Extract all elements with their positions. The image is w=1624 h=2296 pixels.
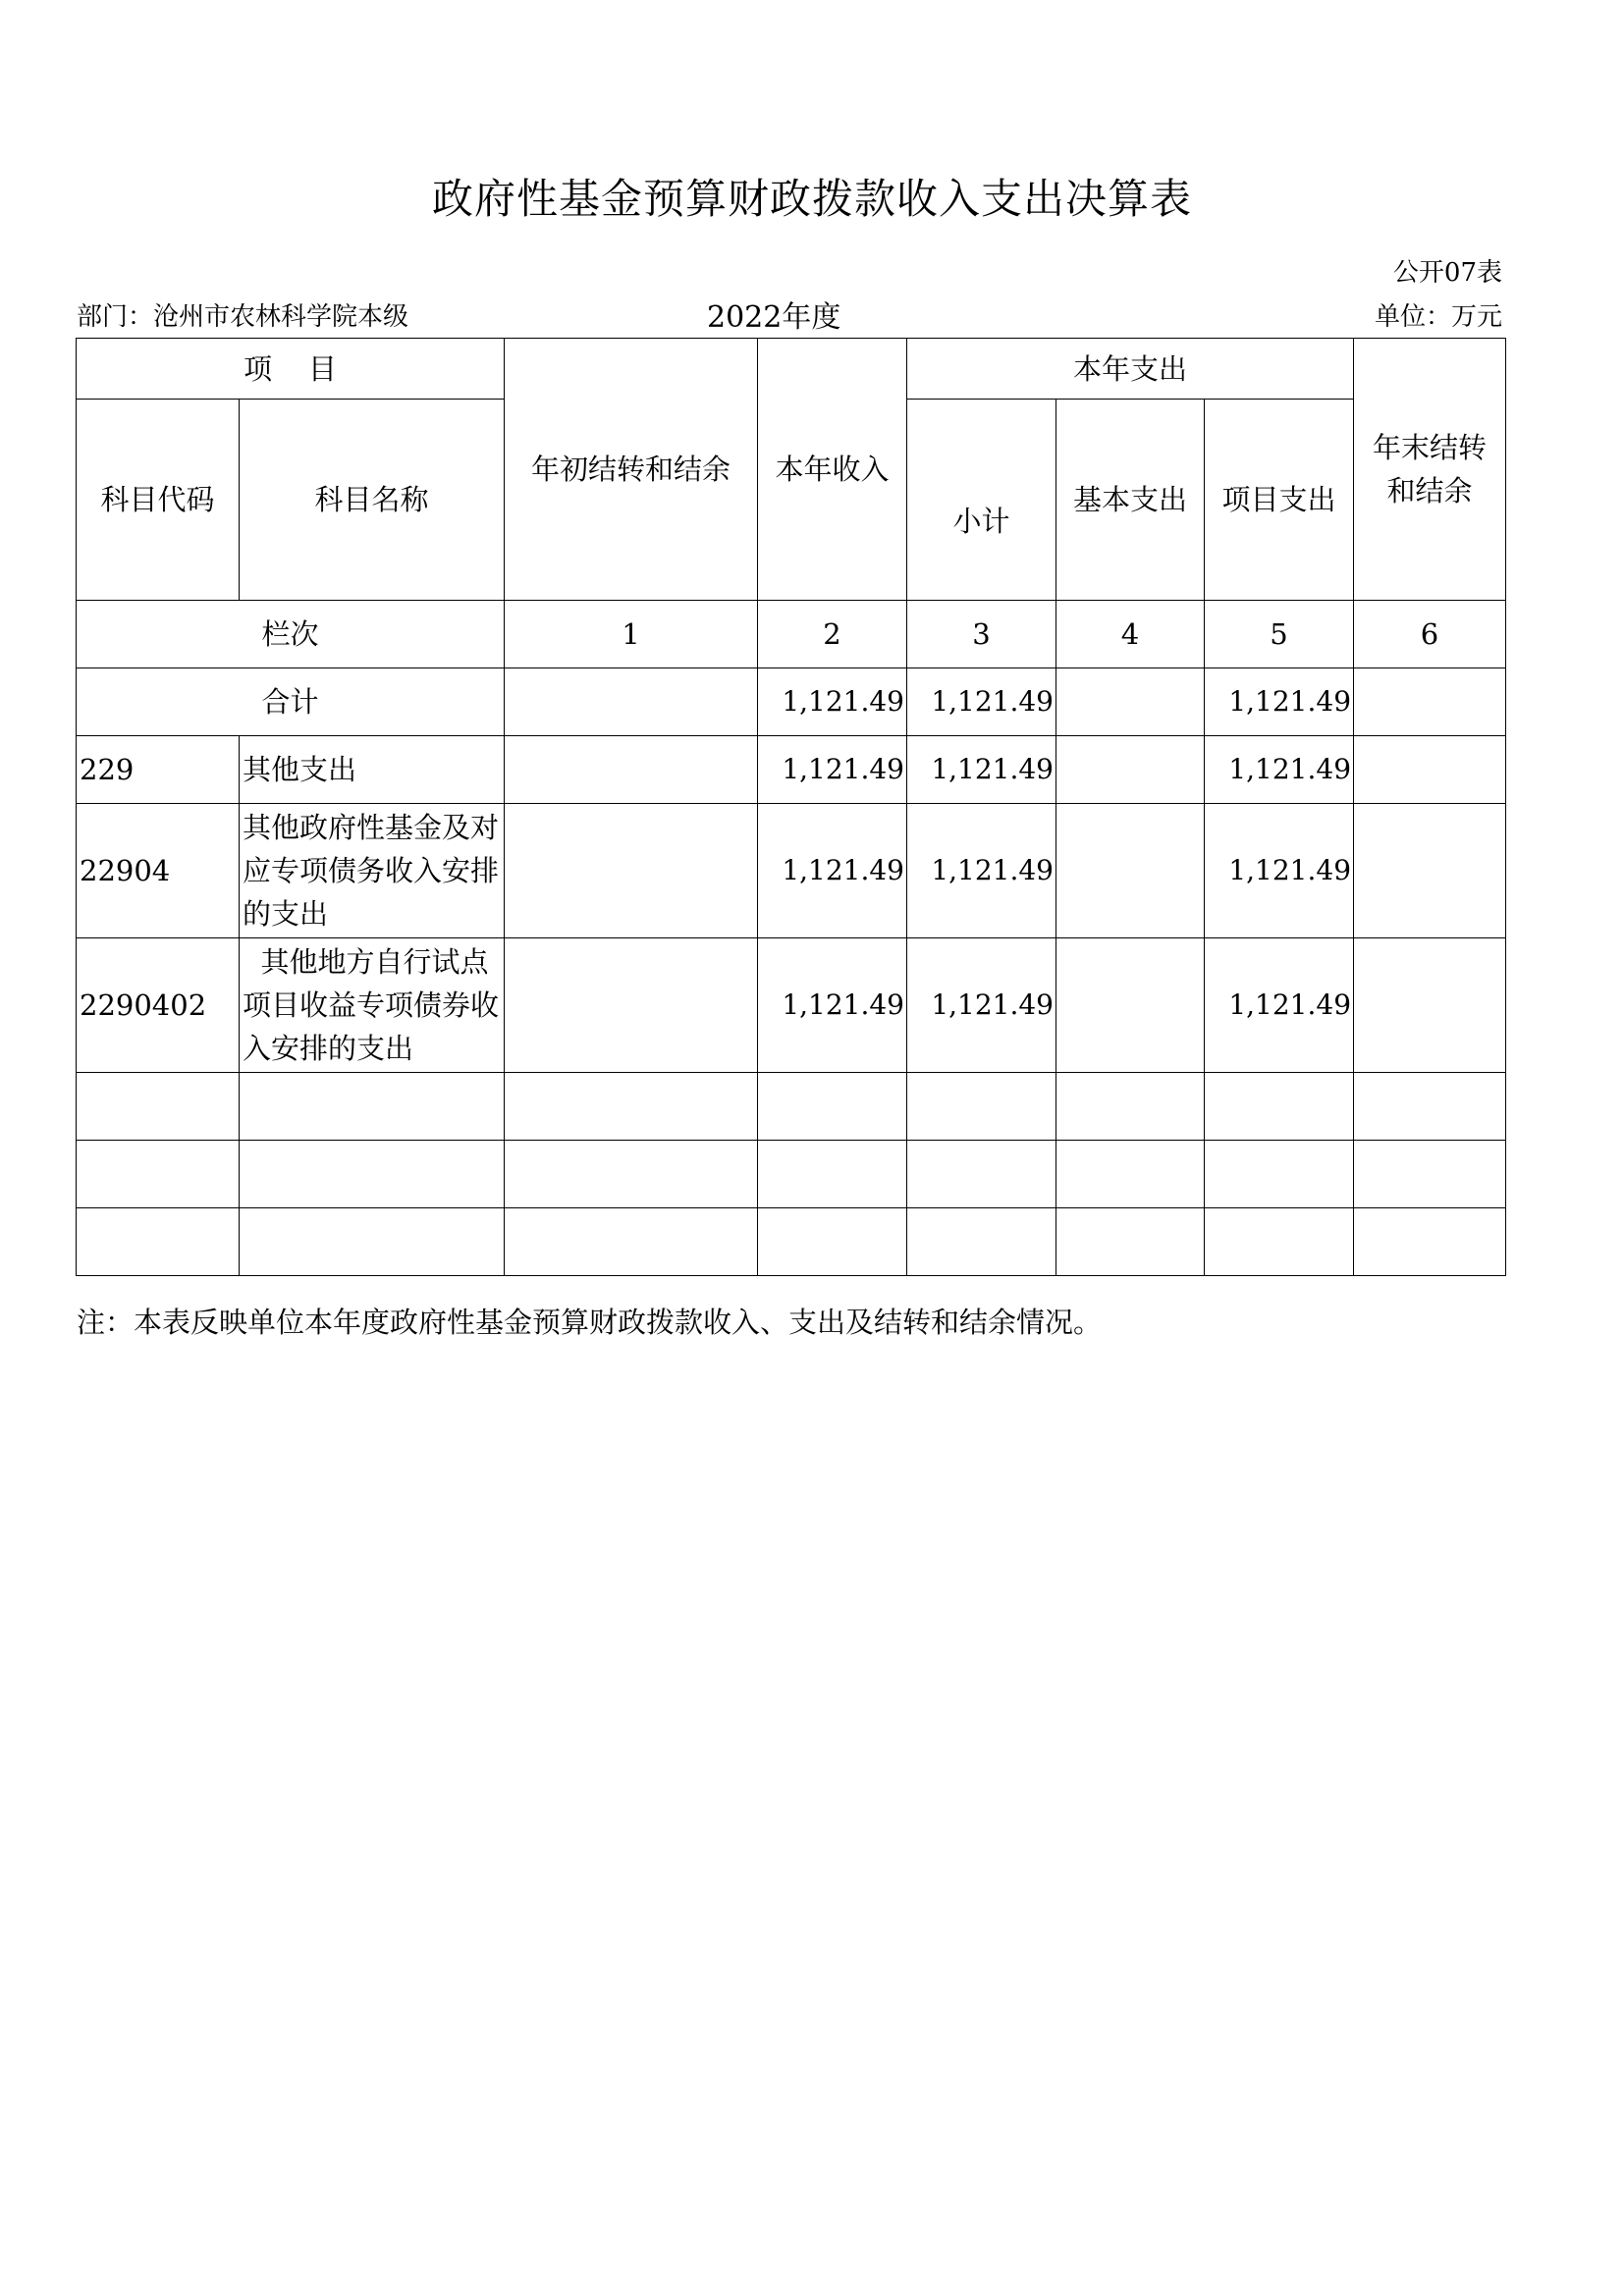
empty-cell [1205,1073,1354,1141]
cell-code: 2290402 [77,938,240,1073]
cell-subtotal: 1,121.49 [907,668,1056,736]
cell-name: 其他地方自行试点项目收益专项债券收入安排的支出 [240,938,505,1073]
empty-cell [1056,1073,1205,1141]
empty-cell [240,1208,505,1276]
empty-cell [77,1208,240,1276]
empty-cell [907,1141,1056,1208]
col-label: 栏次 [77,601,505,668]
cell-basic [1056,804,1205,938]
header-basic: 基本支出 [1056,400,1205,601]
cell-basic [1056,736,1205,804]
col-num: 3 [907,601,1056,668]
cell-income: 1,121.49 [758,804,907,938]
col-num: 2 [758,601,907,668]
cell-project: 1,121.49 [1205,736,1354,804]
empty-cell [1056,1208,1205,1276]
budget-table [76,338,1506,1276]
col-num: 6 [1354,601,1506,668]
header-item: 项 目 [77,339,505,400]
empty-cell [1354,1208,1506,1276]
cell-basic [1056,668,1205,736]
empty-cell [505,1208,758,1276]
empty-cell [758,1073,907,1141]
cell-subtotal: 1,121.49 [907,804,1056,938]
cell-subtotal: 1,121.49 [907,938,1056,1073]
header-code: 科目代码 [77,400,240,601]
cell-name: 其他政府性基金及对应专项债务收入安排的支出 [240,804,505,938]
col-num: 4 [1056,601,1205,668]
header-income: 本年收入 [758,339,907,601]
empty-cell [1354,1073,1506,1141]
cell-name: 其他支出 [240,736,505,804]
cell-closing [1354,668,1506,736]
empty-row [77,1208,1506,1276]
cell-project: 1,121.49 [1205,668,1354,736]
empty-cell [77,1141,240,1208]
empty-cell [240,1073,505,1141]
table-row [77,736,1506,804]
header-name: 科目名称 [240,400,505,601]
cell-opening [505,938,758,1073]
cell-code: 22904 [77,804,240,938]
cell-closing [1354,736,1506,804]
cell-code: 229 [77,736,240,804]
cell-opening [505,736,758,804]
table-row [77,938,1506,1073]
cell-income: 1,121.49 [758,938,907,1073]
empty-row [77,1073,1506,1141]
header-project: 项目支出 [1205,400,1354,601]
cell-subtotal: 1,121.49 [907,736,1056,804]
empty-cell [1056,1141,1205,1208]
page-title: 政府性基金预算财政拨款收入支出决算表 [431,175,1192,223]
unit-label: 单位：万元 [1374,302,1502,332]
header-opening: 年初结转和结余 [505,339,758,601]
empty-cell [240,1141,505,1208]
cell-income: 1,121.49 [758,736,907,804]
footnote: 注：本表反映单位本年度政府性基金预算财政拨款收入、支出及结转和结余情况。 [77,1306,1103,1339]
cell-closing [1354,804,1506,938]
empty-cell [1354,1141,1506,1208]
header-expense: 本年支出 [907,339,1354,400]
empty-cell [505,1073,758,1141]
cell-project: 1,121.49 [1205,938,1354,1073]
empty-cell [758,1208,907,1276]
cell-basic [1056,938,1205,1073]
header-subtotal: 小计 [907,400,1056,601]
total-row [77,668,1506,736]
table-row [77,804,1506,938]
empty-cell [907,1073,1056,1141]
fiscal-year: 2022年度 [707,300,841,335]
empty-row [77,1141,1506,1208]
empty-cell [1205,1141,1354,1208]
header-closing: 年末结转和结余 [1354,339,1506,601]
cell-project: 1,121.49 [1205,804,1354,938]
total-label: 合计 [77,668,505,736]
col-num: 1 [505,601,758,668]
department-label: 部门：沧州市农林科学院本级 [77,302,409,332]
cell-income: 1,121.49 [758,668,907,736]
empty-cell [1205,1208,1354,1276]
empty-cell [907,1208,1056,1276]
col-num: 5 [1205,601,1354,668]
cell-closing [1354,938,1506,1073]
empty-cell [77,1073,240,1141]
cell-opening [505,804,758,938]
cell-opening [505,668,758,736]
empty-cell [758,1141,907,1208]
form-number: 公开07表 [1392,258,1502,288]
empty-cell [505,1141,758,1208]
